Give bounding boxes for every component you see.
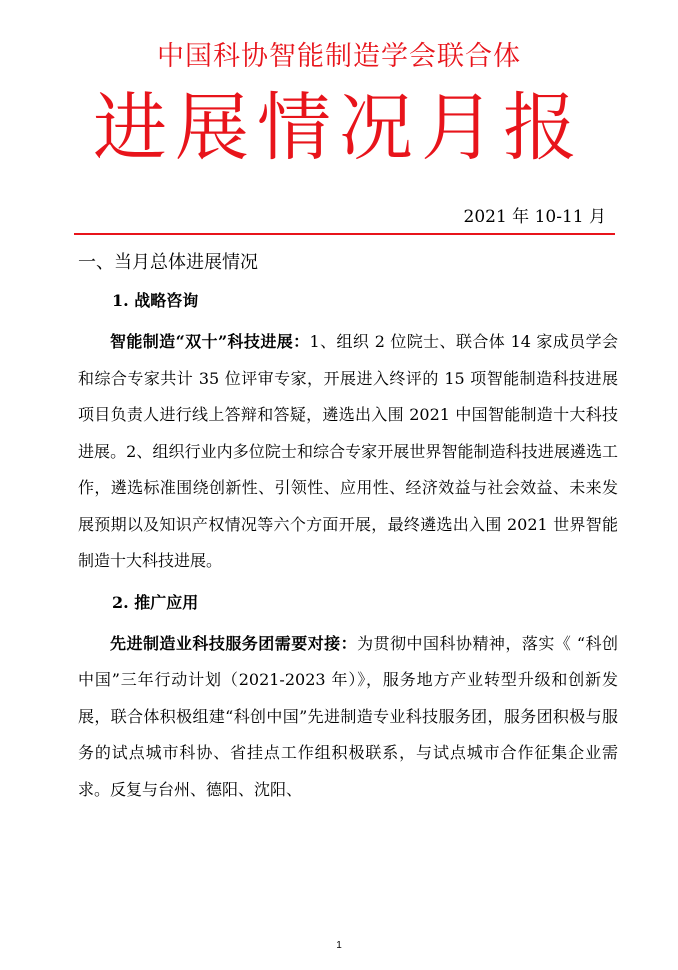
paragraph-text: 1、组织 2 位院士、联合体 14 家成员学会和综合专家共计 35 位评审专家，开展进入终评的 15 项智能制造科技进展项目负责人进行线上答辩和答疑，遴选出入围 2021 中国智能制造十大科技进展。2、组织行业内多位院士和综合专家开展世界智能制造科技进展遴选工作，遴选标准围绕创新性、引领性、应用性、经济效益与社会效益、未来发展预期以及知识产权情况等六个方面开展，最终遴选出入围 2021 世界智能制造十大科技进展。 (78, 332, 618, 570)
subsection-heading-strategy: 1. 战略咨询 (112, 291, 199, 310)
section-heading: 一、当月总体进展情况 (78, 252, 258, 273)
paragraph-promotion (78, 626, 618, 809)
paragraph-strategy (78, 324, 618, 580)
paragraph-lead: 智能制造“双十”科技进展： (110, 332, 310, 351)
paragraph-text: 为贯彻中国科协精神，落实《 “科创中国”三年行动计划（2021-2023 年）》，服务地方产业转型升级和创新发展，联合体积极组建“科创中国”先进制造专业科技服务团，服务团积极与服务的试点城市科协、省挂点工作组积极联系，与试点城市合作征集企业需求。反复与台州、德阳、沈阳、 (78, 633, 618, 799)
paragraph-lead: 先进制造业科技服务团需要对接： (110, 633, 358, 653)
report-body (78, 248, 618, 808)
org-title: 中国科协智能制造学会联合体 (157, 41, 521, 72)
page-number: 1 (336, 940, 342, 951)
subsection-heading-promotion: 2. 推广应用 (112, 592, 199, 612)
report-date: 2021 年 10-11 月 (463, 207, 606, 227)
report-title: 进展情况月报 (93, 85, 585, 171)
red-divider-line (74, 233, 615, 235)
